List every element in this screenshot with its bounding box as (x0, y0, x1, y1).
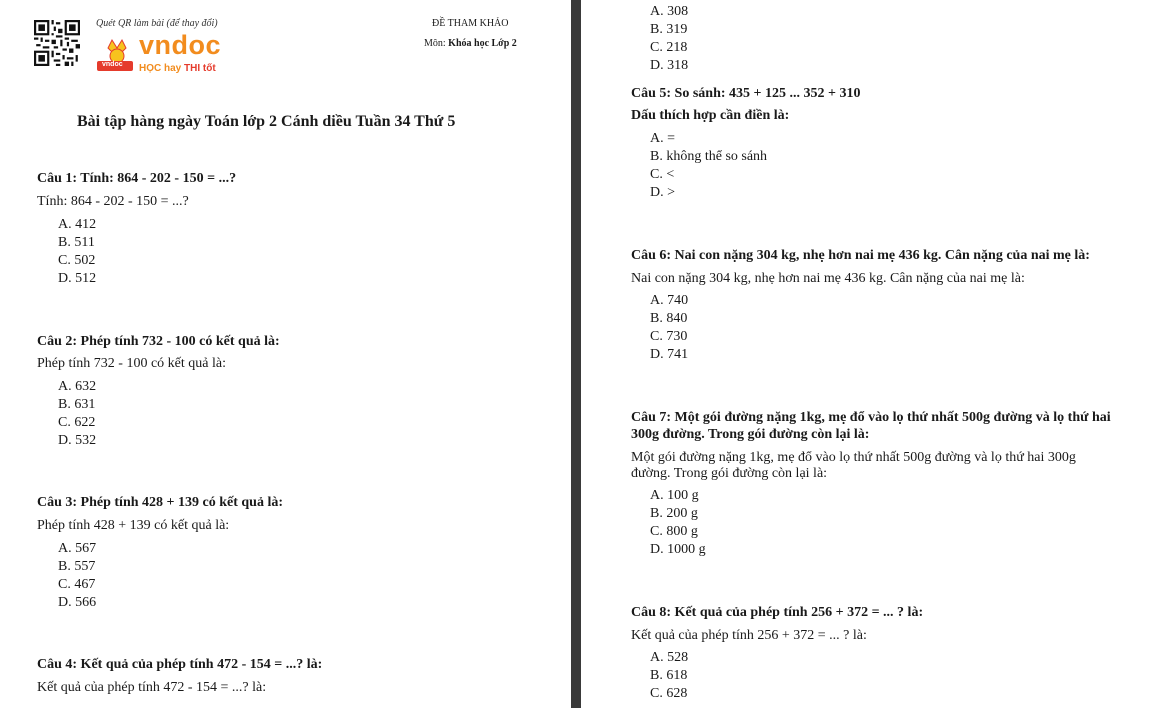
q6-option-d[interactable] (650, 347, 688, 363)
question-2-text: Phép tính 732 - 100 có kết quả là: (37, 356, 226, 371)
logo-slogan-part-1: HỌC hay (139, 63, 182, 74)
option-letter: A. (58, 541, 72, 556)
question-4-title: Câu 4: Kết quả của phép tính 472 - 154 = ...? là: (37, 657, 323, 672)
option-letter: D. (650, 542, 664, 557)
option-text: < (666, 167, 675, 182)
page-divider (571, 0, 581, 708)
option-letter: B. (58, 559, 71, 574)
option-letter: D. (650, 185, 664, 200)
q1-option-d[interactable] (58, 271, 96, 287)
question-1-text: Tính: 864 - 202 - 150 = ...? (37, 194, 189, 209)
document-page-right (581, 0, 1154, 708)
question-6-text: Nai con nặng 304 kg, nhẹ hơn nai mẹ 436 kg. Cân nặng của nai mẹ là: (631, 271, 1025, 286)
question-5-text: Dấu thích hợp cần điền là: (631, 108, 790, 123)
option-text: 218 (666, 40, 688, 55)
q6-option-a[interactable] (650, 293, 688, 309)
q8-option-b[interactable] (650, 668, 687, 684)
option-text: 741 (667, 347, 689, 362)
question-8-title: Câu 8: Kết quả của phép tính 256 + 372 = ... ? là: (631, 605, 924, 620)
q6-option-c[interactable] (650, 329, 687, 345)
option-letter: B. (650, 22, 663, 37)
option-text: 567 (75, 541, 97, 556)
option-text: 532 (75, 433, 97, 448)
q7-option-d[interactable] (650, 542, 706, 558)
option-letter: C. (58, 415, 71, 430)
option-text: > (667, 185, 676, 200)
option-letter: C. (650, 167, 663, 182)
option-letter: A. (650, 293, 664, 308)
option-text: 622 (74, 415, 96, 430)
option-text: 631 (74, 397, 96, 412)
document-page-left (0, 0, 571, 708)
qr-note: Quét QR làm bài (để thay đổi) (96, 18, 218, 29)
option-text: 319 (666, 22, 688, 37)
q2-option-a[interactable] (58, 379, 96, 395)
q4-option-d[interactable] (650, 58, 688, 74)
q3-option-a[interactable] (58, 541, 96, 557)
q5-option-a[interactable] (650, 131, 675, 147)
option-letter: A. (650, 131, 664, 146)
option-text: = (667, 131, 676, 146)
option-letter: B. (650, 506, 663, 521)
option-text: không thể so sánh (666, 149, 768, 164)
option-letter: C. (650, 329, 663, 344)
question-3-text: Phép tính 428 + 139 có kết quả là: (37, 518, 230, 533)
q8-option-c[interactable] (650, 686, 687, 702)
q7-option-c[interactable] (650, 524, 698, 540)
option-text: 628 (666, 686, 688, 701)
question-7-title-line-1: Câu 7: Một gói đường nặng 1kg, mẹ đổ vào lọ thứ nhất 500g đường và lọ thứ hai (631, 410, 1111, 425)
q2-option-b[interactable] (58, 397, 95, 413)
doc-type-label: ĐỀ THAM KHẢO (432, 18, 509, 29)
question-4-text: Kết quả của phép tính 472 - 154 = ...? là: (37, 680, 267, 695)
subject-label: Môn: (424, 38, 446, 49)
option-text: 467 (74, 577, 96, 592)
q3-option-d[interactable] (58, 595, 96, 611)
q1-option-c[interactable] (58, 253, 95, 269)
q5-option-b[interactable] (650, 149, 767, 165)
option-letter: A. (58, 217, 72, 232)
q3-option-b[interactable] (58, 559, 95, 575)
q1-option-a[interactable] (58, 217, 96, 233)
q3-option-c[interactable] (58, 577, 95, 593)
option-letter: A. (650, 650, 664, 665)
option-text: 100 g (667, 488, 699, 503)
option-letter: C. (58, 253, 71, 268)
option-letter: B. (650, 668, 663, 683)
q6-option-b[interactable] (650, 311, 687, 327)
question-7-text-line-1: Một gói đường nặng 1kg, mẹ đổ vào lọ thứ nhất 500g đường và lọ thứ hai 300g (631, 450, 1076, 465)
option-text: 632 (75, 379, 97, 394)
option-text: 1000 g (667, 542, 706, 557)
option-letter: D. (58, 433, 72, 448)
document-title: Bài tập hàng ngày Toán lớp 2 Cánh diều Tuần 34 Thứ 5 (77, 113, 456, 130)
q4-option-b[interactable] (650, 22, 687, 38)
option-text: 511 (74, 235, 95, 250)
option-text: 502 (74, 253, 96, 268)
q5-option-c[interactable] (650, 167, 674, 183)
option-text: 200 g (666, 506, 698, 521)
option-text: 566 (75, 595, 97, 610)
option-letter: A. (58, 379, 72, 394)
subject-value: Khóa học Lớp 2 (448, 38, 517, 49)
option-text: 512 (75, 271, 97, 286)
option-text: 557 (74, 559, 96, 574)
option-text: 618 (666, 668, 688, 683)
option-letter: B. (58, 235, 71, 250)
logo-badge-text: vndoc (102, 61, 123, 68)
option-letter: C. (650, 686, 663, 701)
option-letter: B. (650, 311, 663, 326)
question-5-title: Câu 5: So sánh: 435 + 125 ... 352 + 310 (631, 86, 861, 101)
q1-option-b[interactable] (58, 235, 95, 251)
option-letter: C. (650, 524, 663, 539)
q7-option-a[interactable] (650, 488, 699, 504)
option-letter: B. (650, 149, 663, 164)
qr-code-icon (34, 20, 80, 66)
option-letter: B. (58, 397, 71, 412)
question-3-title: Câu 3: Phép tính 428 + 139 có kết quả là: (37, 495, 283, 510)
q4-option-a[interactable] (650, 4, 688, 20)
question-6-title: Câu 6: Nai con nặng 304 kg, nhẹ hơn nai mẹ 436 kg. Cân nặng của nai mẹ là: (631, 248, 1090, 263)
q2-option-c[interactable] (58, 415, 95, 431)
option-letter: C. (58, 577, 71, 592)
option-text: 800 g (666, 524, 698, 539)
logo-slogan-part-2: THI tốt (184, 63, 216, 74)
question-7-text-line-2: đường. Trong gói đường còn lại là: (631, 466, 828, 481)
question-7-title-line-2: 300g đường. Trong gói đường còn lại là: (631, 427, 870, 442)
option-letter: D. (650, 347, 664, 362)
logo-slogan (139, 63, 216, 74)
option-letter: D. (58, 595, 72, 610)
option-letter: A. (650, 488, 664, 503)
q4-option-c[interactable] (650, 40, 687, 56)
option-text: 730 (666, 329, 688, 344)
option-text: 318 (667, 58, 689, 73)
q2-option-d[interactable] (58, 433, 96, 449)
q7-option-b[interactable] (650, 506, 698, 522)
option-letter: C. (650, 40, 663, 55)
subject-line (424, 38, 517, 49)
option-text: 740 (667, 293, 689, 308)
option-text: 840 (666, 311, 688, 326)
question-1-title: Câu 1: Tính: 864 - 202 - 150 = ...? (37, 171, 237, 186)
option-letter: D. (650, 58, 664, 73)
option-text: 528 (667, 650, 689, 665)
option-text: 412 (75, 217, 97, 232)
option-letter: A. (650, 4, 664, 19)
option-letter: D. (58, 271, 72, 286)
question-8-text: Kết quả của phép tính 256 + 372 = ... ? là: (631, 628, 867, 643)
q5-option-d[interactable] (650, 185, 675, 201)
logo-wordmark: vndoc (139, 30, 222, 60)
q8-option-a[interactable] (650, 650, 688, 666)
question-2-title: Câu 2: Phép tính 732 - 100 có kết quả là: (37, 334, 280, 349)
option-text: 308 (667, 4, 689, 19)
